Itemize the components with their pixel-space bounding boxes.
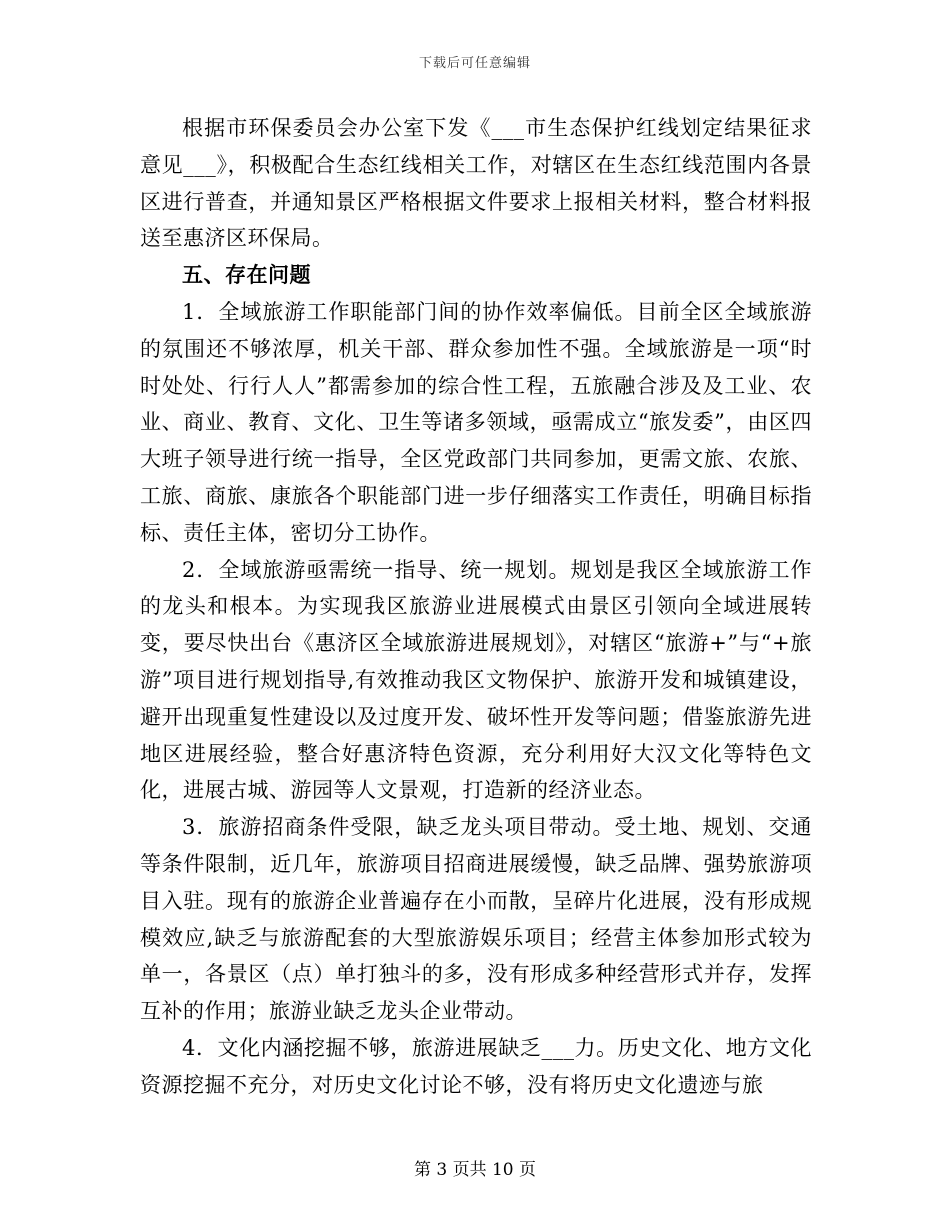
document-body — [140, 110, 812, 1104]
section-heading-existing-problems: 五、存在问题 — [182, 262, 311, 288]
paragraph-ecological-redline: 根据市环保委员会办公室下发《___市生态保护红线划定结果征求意见___》，积极配合生态红线相关工作，对辖区在生态红线范围内各景区进行普查，并通知景区严格根据文件要求上报相关材料，整合材料报送至惠济区环保局。 — [140, 116, 812, 251]
page-number-footer: 第 3 页共 10 页 — [413, 1160, 537, 1180]
paragraph-problem-4: 4．文化内涵挖掘不够，旅游进展缺乏___力。历史文化、地方文化资源挖掘不充分，对历史文化讨论不够，没有将历史文化遗迹与旅 — [140, 1035, 812, 1097]
paragraph-problem-3: 3．旅游招商条件受限，缺乏龙头项目带动。受土地、规划、交通等条件限制，近几年，旅游项目招商进展缓慢，缺乏品牌、强势旅游项目入驻。现有的旅游企业普遍存在小而散，呈碎片化进展，没有形成规模效应,缺乏与旅游配套的大型旅游娱乐项目；经营主体参加形式较为单一，各景区（点）单打独斗的多，没有形成多种经营形式并存，发挥互补的作用；旅游业缺乏龙头企业带动。 — [140, 815, 812, 1024]
paragraph-problem-1: 1．全域旅游工作职能部门间的协作效率偏低。目前全区全域旅游的氛围还不够浓厚，机关干部、群众参加性不强。全域旅游是一项“时时处处、行行人人”都需参加的综合性工程，五旅融合涉及及工业、农业、商业、教育、文化、卫生等诸多领域，亟需成立“旅发委”，由区四大班子领导进行统一指导，全区党政部门共同参加，更需文旅、农旅、工旅、商旅、康旅各个职能部门进一步仔细落实工作责任，明确目标指标、责任主体，密切分工协作。 — [140, 299, 812, 545]
download-edit-note: 下载后可任意编辑 — [418, 56, 531, 71]
paragraph-problem-2: 2．全域旅游亟需统一指导、统一规划。规划是我区全域旅游工作的龙头和根本。为实现我区旅游业进展模式由景区引领向全域进展转变，要尽快出台《惠济区全域旅游进展规划》，对辖区“旅游+”与“+旅游”项目进行规划指导,有效推动我区文物保护、旅游开发和城镇建设，避开出现重复性建设以及过度开发、破坏性开发等问题；借鉴旅游先进地区进展经验，整合好惠济特色资源，充分利用好大汉文化等特色文化，进展古城、游园等人文景观，打造新的经济业态。 — [140, 557, 812, 803]
